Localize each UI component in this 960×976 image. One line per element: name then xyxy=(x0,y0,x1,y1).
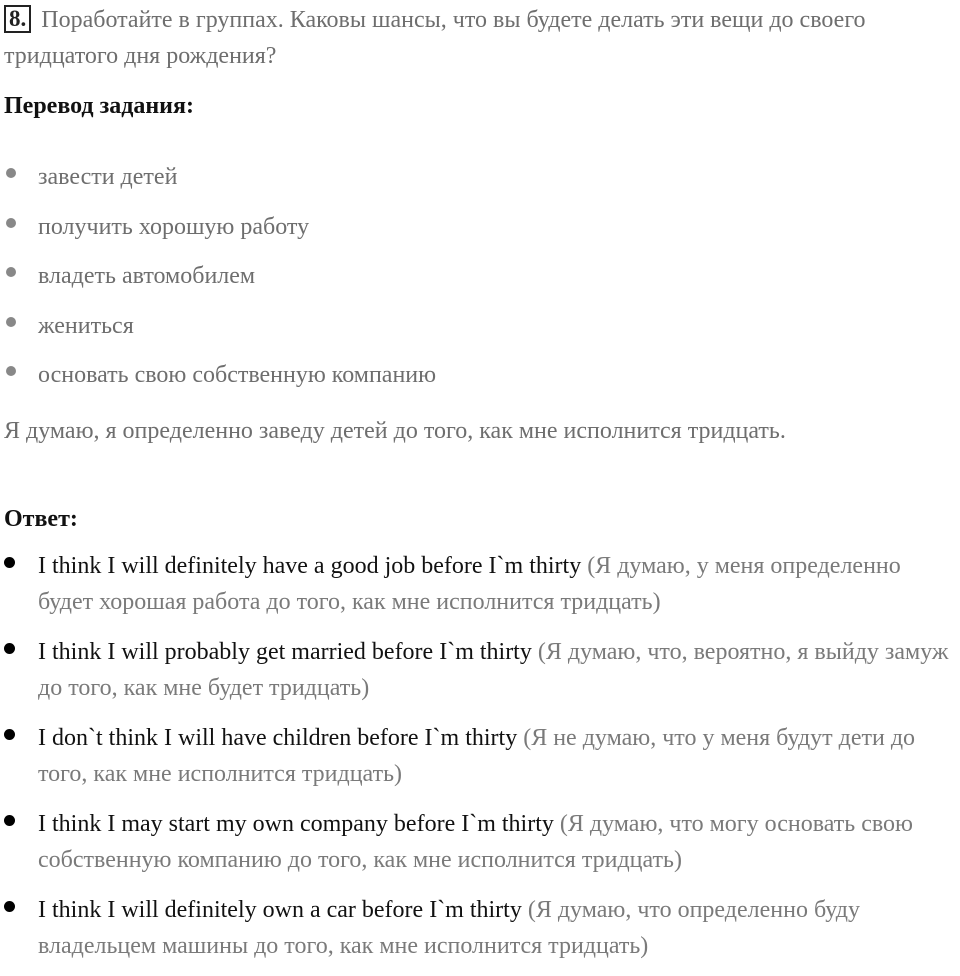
list-item-text: завести детей xyxy=(38,164,178,190)
task-number: 8. xyxy=(4,5,31,33)
answer-item xyxy=(0,890,960,976)
answer-item xyxy=(0,632,960,718)
bullet-icon xyxy=(4,557,15,568)
list-item-text: владеть автомобилем xyxy=(38,263,256,290)
bullet-icon xyxy=(4,901,15,912)
answer-english: I think I will definitely have a good job before I`m thirty xyxy=(38,553,582,579)
task-text: Поработайте в группах. Каковы шансы, что вы будете делать эти вещи до своего тридцатого дня рождения? xyxy=(4,7,866,69)
bullet-icon xyxy=(6,366,16,376)
answer-heading: Ответ: xyxy=(4,506,78,532)
task-statement xyxy=(4,2,954,74)
translation-heading: Перевод задания: xyxy=(4,93,194,119)
answer-russian: (Я думаю, что определенно буду владельцем машины до того, как мне исполнится тридцать) xyxy=(38,897,860,959)
answer-list xyxy=(0,546,960,976)
answer-english: I think I will definitely own a car before I`m thirty xyxy=(38,897,522,923)
bullet-icon xyxy=(4,815,15,826)
bullet-icon xyxy=(6,168,16,178)
answer-russian: (Я думаю, у меня определенно будет хорошая работа до того, как мне исполнится тридцать) xyxy=(38,553,901,615)
answer-english: I think I may start my own company before I`m thirty xyxy=(38,811,554,837)
bullet-icon xyxy=(6,267,16,277)
bullet-icon xyxy=(4,729,15,740)
answer-item xyxy=(0,718,960,804)
answer-english: I don`t think I will have children before I`m thirty xyxy=(38,725,518,751)
answer-russian: (Я думаю, что могу основать свою собственную компанию до того, как мне исполнится тридцать) xyxy=(38,811,913,873)
bullet-icon xyxy=(6,218,16,228)
answer-item xyxy=(0,546,960,632)
example-sentence: Я думаю, я определенно заведу детей до того, как мне исполнится тридцать. xyxy=(4,418,786,444)
answer-english: I think I will probably get married before I`m thirty xyxy=(38,639,532,665)
answer-russian: (Я думаю, что, вероятно, я выйду замуж до того, как мне будет тридцать) xyxy=(38,639,949,701)
list-item-text: основать свою собственную компанию xyxy=(38,362,437,389)
answer-russian: (Я не думаю, что у меня будут дети до того, как мне исполнится тридцать) xyxy=(38,725,916,787)
bullet-icon xyxy=(6,317,16,327)
bullet-icon xyxy=(4,643,15,654)
list-item-text: жениться xyxy=(38,312,134,339)
answer-item xyxy=(0,804,960,890)
list-item-text: получить хорошую работу xyxy=(38,213,310,240)
